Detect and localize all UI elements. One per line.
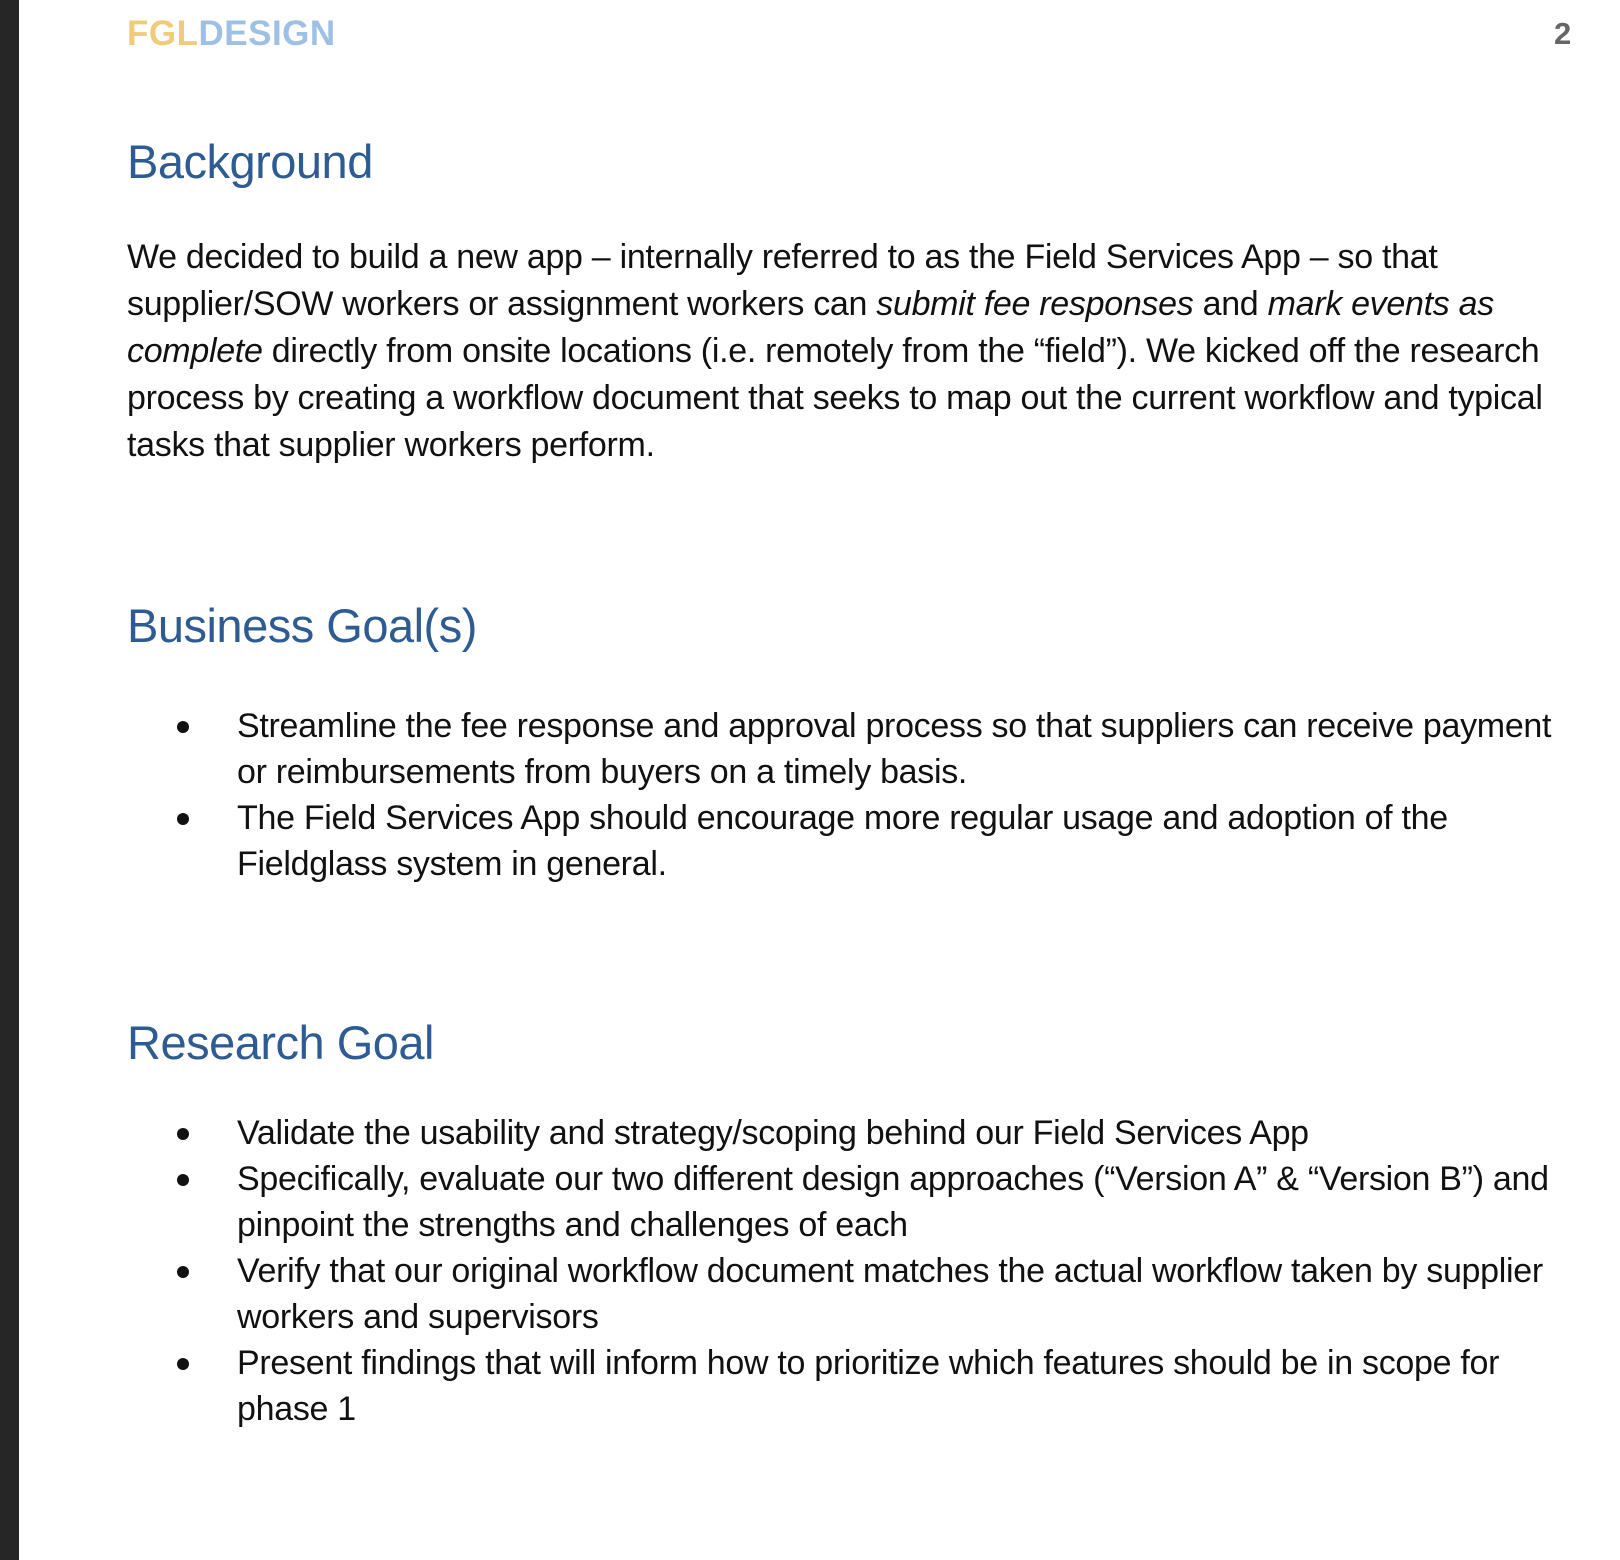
- brand-logo: [127, 14, 336, 54]
- heading-research-goal: Research Goal: [127, 1016, 434, 1069]
- list-item-text: Validate the usability and strategy/scoping behind our Field Services App: [237, 1114, 1309, 1152]
- list-item: [127, 795, 1587, 887]
- list-item: [127, 1340, 1587, 1432]
- list-item-text: The Field Services App should encourage more regular usage and adoption of the Fieldglass system in general.: [237, 799, 1448, 883]
- bullet-icon: [177, 1174, 189, 1186]
- page-number: 2: [1554, 16, 1572, 51]
- list-item-text: Specifically, evaluate our two different design approaches (“Version A” & “Version B”) and pinpoint the strengths and challenges of each: [237, 1160, 1549, 1244]
- document-page: [19, 0, 1620, 1560]
- list-item: [127, 703, 1587, 795]
- list-item-text: Present findings that will inform how to prioritize which features should be in scope for phase 1: [237, 1344, 1500, 1428]
- bullet-icon: [177, 1358, 189, 1370]
- bullet-icon: [177, 1266, 189, 1278]
- list-item: [127, 1248, 1587, 1340]
- heading-business-goals: Business Goal(s): [127, 599, 477, 652]
- paragraph-italic-text: mark events as complete: [127, 285, 1494, 370]
- list-item-text: Streamline the fee response and approval process so that suppliers can receive payment or reimbursements from buyers on a timely basis.: [237, 707, 1552, 791]
- window-left-edge: [0, 0, 19, 1560]
- bullet-icon: [177, 721, 189, 733]
- research-goals-list: [127, 1110, 1587, 1432]
- logo-text-fgl: FGL: [127, 14, 199, 53]
- paragraph-text: and: [1193, 285, 1268, 323]
- business-goals-list: [127, 703, 1587, 887]
- heading-background: Background: [127, 135, 373, 188]
- logo-text-design: DESIGN: [198, 14, 336, 53]
- paragraph-italic-text: submit fee responses: [876, 285, 1194, 323]
- paragraph-text: directly from onsite locations (i.e. remotely from the “field”). We kicked off the research process by creating a workflow document that seeks to map out the current workflow and typical tasks that supplier workers perform.: [127, 332, 1543, 464]
- bullet-icon: [177, 1128, 189, 1140]
- background-paragraph: [127, 234, 1597, 469]
- bullet-icon: [177, 813, 189, 825]
- list-item-text: Verify that our original workflow document matches the actual workflow taken by supplier workers and supervisors: [237, 1252, 1543, 1336]
- list-item: [127, 1156, 1587, 1248]
- list-item: [127, 1110, 1587, 1156]
- paragraph-text: We decided to build a new app – internally referred to as the Field Services App – so that supplier/SOW workers or assignment workers can: [127, 238, 1438, 323]
